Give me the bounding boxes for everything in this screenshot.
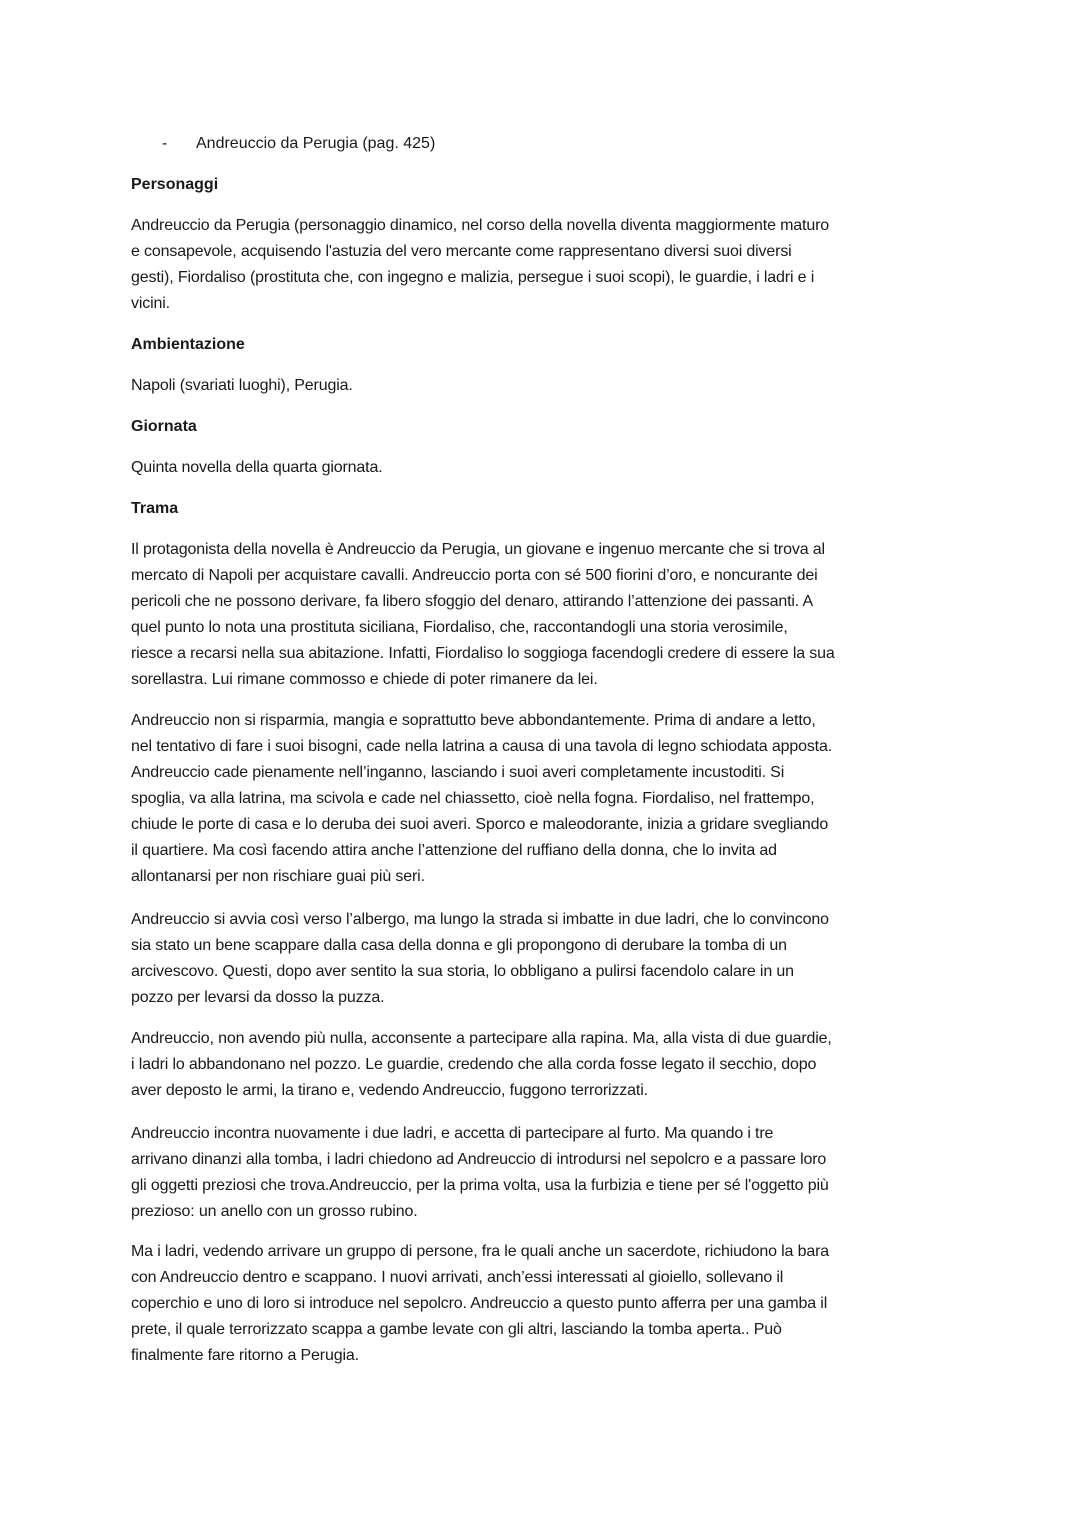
text-line: Andreuccio da Perugia (personaggio dinamico, nel corso della novella diventa maggiormente maturo bbox=[131, 217, 830, 234]
text-line: prete, il quale terrorizzato scappa a gambe levate con gli altri, lasciando la tomba aperta.. Può bbox=[131, 1321, 782, 1338]
text-line: riesce a recarsi nella sua abitazione. Infatti, Fiordaliso lo soggioga facendogli credere di essere la sua bbox=[131, 645, 835, 662]
text-line: Andreuccio, non avendo più nulla, acconsente a partecipare alla rapina. Ma, alla vista di due guardie, bbox=[131, 1030, 832, 1047]
text-line: mercato di Napoli per acquistare cavalli. Andreuccio porta con sé 500 fiorini d’oro, e noncurante dei bbox=[131, 567, 818, 584]
text-line: pozzo per levarsi da dosso la puzza. bbox=[131, 989, 385, 1006]
text-line: gesti), Fiordaliso (prostituta che, con ingegno e malizia, persegue i suoi scopi), le guardie, i ladri e i bbox=[131, 269, 815, 286]
text-line: sia stato un bene scappare dalla casa della donna e gli propongono di derubare la tomba di un bbox=[131, 937, 787, 954]
text-line: e consapevole, acquisendo l'astuzia del vero mercante come rappresentano diversi suoi diversi bbox=[131, 243, 792, 260]
text-line: sorellastra. Lui rimane commosso e chiede di poter rimanere da lei. bbox=[131, 671, 598, 688]
section-heading: Giornata bbox=[131, 418, 197, 435]
paragraph bbox=[131, 455, 383, 481]
paragraph bbox=[131, 537, 835, 693]
text-line: finalmente fare ritorno a Perugia. bbox=[131, 1347, 359, 1364]
text-line: Andreuccio si avvia così verso l’albergo, ma lungo la strada si imbatte in due ladri, che lo convincono bbox=[131, 911, 829, 928]
text-line: prezioso: un anello con un grosso rubino. bbox=[131, 1203, 418, 1220]
section-heading: Trama bbox=[131, 500, 179, 517]
text-line: pericoli che ne possono derivare, fa libero sfoggio del denaro, attirando l’attenzione dei passanti. A bbox=[131, 593, 814, 610]
paragraph bbox=[131, 213, 829, 317]
text-line: i ladri lo abbandonano nel pozzo. Le guardie, credendo che alla corda fosse legato il secchio, dopo bbox=[131, 1056, 817, 1073]
paragraph bbox=[131, 373, 353, 399]
text-line: gli oggetti preziosi che trova.Andreuccio, per la prima volta, usa la furbizia e tiene per sé l'oggetto più bbox=[131, 1177, 829, 1194]
text-line: il quartiere. Ma così facendo attira anche l’attenzione del ruffiano della donna, che lo invita ad bbox=[131, 842, 777, 859]
bullet-marker: - bbox=[162, 135, 168, 152]
paragraph bbox=[131, 1239, 829, 1369]
text-line: Andreuccio cade pienamente nell’inganno, lasciando i suoi averi completamente incustoditi. Si bbox=[131, 764, 785, 781]
text-line: vicini. bbox=[131, 295, 170, 312]
text-line: allontanarsi per non rischiare guai più seri. bbox=[131, 868, 425, 885]
paragraph bbox=[131, 708, 832, 890]
text-line: arrivano dinanzi alla tomba, i ladri chiedono ad Andreuccio di introdursi nel sepolcro e a passare loro bbox=[131, 1151, 827, 1168]
text-line: aver deposto le armi, la tirano e, vedendo Andreuccio, fuggono terrorizzati. bbox=[131, 1082, 648, 1099]
bullet-text: Andreuccio da Perugia (pag. 425) bbox=[196, 135, 436, 152]
text-line: Andreuccio non si risparmia, mangia e soprattutto beve abbondantemente. Prima di andare a letto, bbox=[131, 712, 816, 729]
section-heading: Ambientazione bbox=[131, 336, 245, 353]
text-line: Napoli (svariati luoghi), Perugia. bbox=[131, 377, 353, 394]
paragraph bbox=[131, 1026, 832, 1104]
text-line: Andreuccio incontra nuovamente i due ladri, e accetta di partecipare al furto. Ma quando i tre bbox=[131, 1125, 774, 1142]
text-line: spoglia, va alla latrina, ma scivola e cade nel chiassetto, cioè nella fogna. Fiordaliso, nel frattempo, bbox=[131, 790, 815, 807]
text-line: Ma i ladri, vedendo arrivare un gruppo di persone, fra le quali anche un sacerdote, richiudono la bara bbox=[131, 1243, 830, 1260]
paragraph bbox=[131, 907, 829, 1011]
text-line: Il protagonista della novella è Andreuccio da Perugia, un giovane e ingenuo mercante che si trova al bbox=[131, 541, 825, 558]
section-heading: Personaggi bbox=[131, 176, 219, 193]
text-line: nel tentativo di fare i suoi bisogni, cade nella latrina a causa di una tavola di legno schiodata apposta. bbox=[131, 738, 833, 755]
text-line: con Andreuccio dentro e scappano. I nuovi arrivati, anch’essi interessati al gioiello, sollevano il bbox=[131, 1269, 784, 1286]
text-line: arcivescovo. Questi, dopo aver sentito la sua storia, lo obbligano a pulirsi facendolo calare in un bbox=[131, 963, 794, 980]
paragraph bbox=[131, 1121, 829, 1225]
text-line: chiude le porte di casa e lo deruba dei suoi averi. Sporco e maleodorante, inizia a gridare svegliando bbox=[131, 816, 829, 833]
text-line: Quinta novella della quarta giornata. bbox=[131, 459, 383, 476]
text-line: coperchio e uno di loro si introduce nel sepolcro. Andreuccio a questo punto afferra per una gamba il bbox=[131, 1295, 828, 1312]
text-line: quel punto lo nota una prostituta siciliana, Fiordaliso, che, raccontandogli una storia verosimile, bbox=[131, 619, 788, 636]
